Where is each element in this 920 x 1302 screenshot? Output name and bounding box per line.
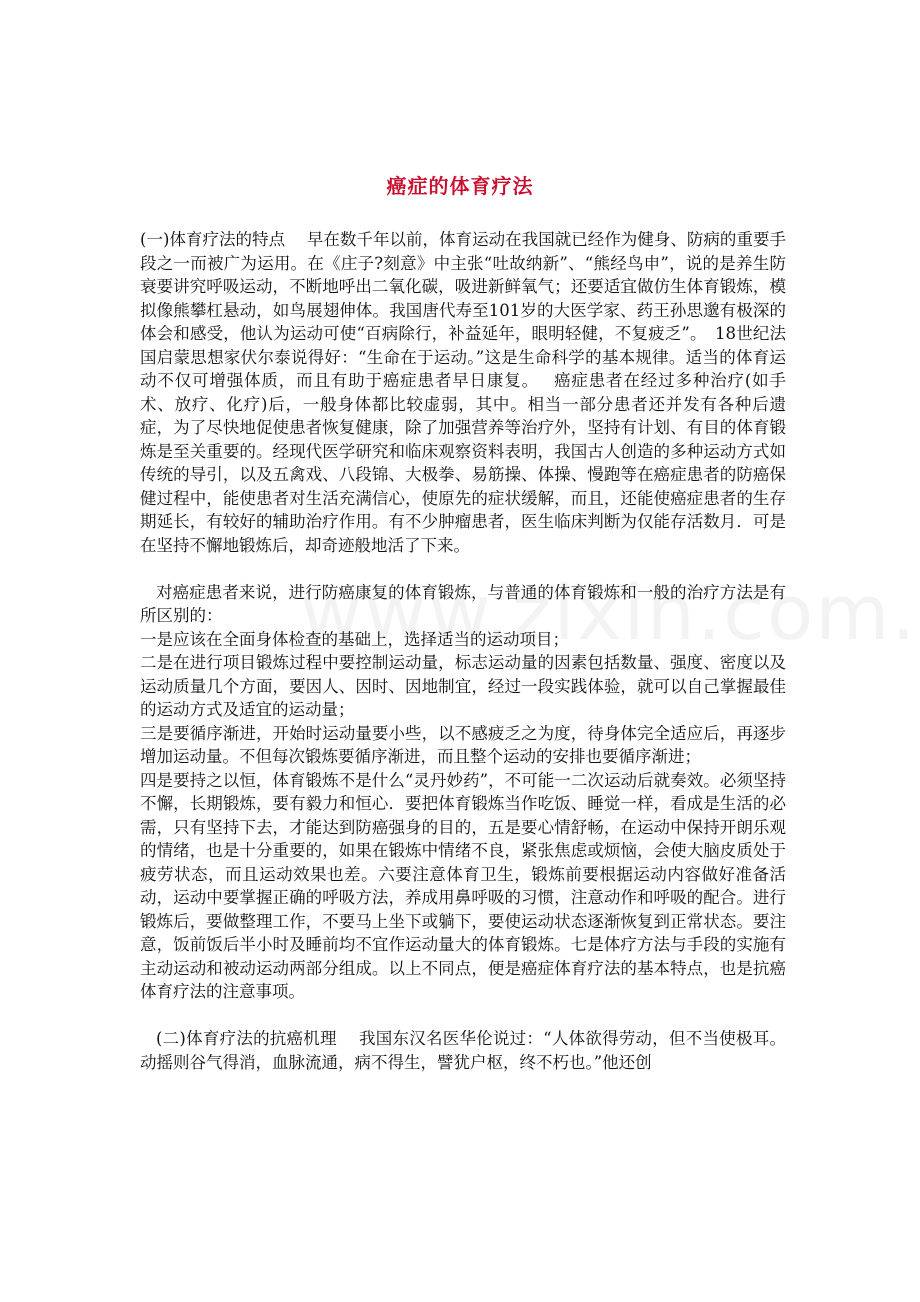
paragraph-features: (一)体育疗法的特点 早在数千年以前，体育运动在我国就已经作为健身、防病的重要手段之一而被广为运用。在《庄子?刻意》中主张“吐故纳新”、“熊经鸟申”，说的是养生防衰要讲究呼吸运动，不断地呼出二氧化碳，吸进新鲜氧气；还要适宜做仿生体育锻炼，模拟像熊攀杠悬动，如鸟展翅伸体。我国唐代寿至101岁的大医学家、药王孙思邈有极深的体会和感受，他认为运动可使“百病除行，补益延年，眼明轻健，不复疲乏”。 18世纪法国启蒙思想家伏尔泰说得好：“生命在于运动。”这是生命科学的基本规律。适当的体育运动不仅可增强体质，而且有助于癌症患者早日康复。 癌症患者在经过多种治疗(如手术、放疗、化疗)后，一般身体都比较虚弱，其中。相当一部分患者还并发有各种后遗症，为了尽快地促使患者恢复健康，除了加强营养等治疗外，坚持有计划、有目的体育锻炼是至关重要的。经现代医学研究和临床观察资料表明，我国古人创造的多种运动方式如传统的导引，以及五禽戏、八段锦、大极拳、易筋操、体操、慢跑等在癌症患者的防癌保健过程中，能使患者对生活充满信心，使原先的症状缓解，而且，还能使癌症患者的生存期延长，有较好的辅助治疗作用。有不少肿瘤患者，医生临床判断为仅能存活数月．可是在坚持不懈地锻炼后，却奇迹般地活了下来。 [140, 230, 786, 555]
paragraph-mechanism: (二)体育疗法的抗癌机理 我国东汉名医华伦说过：“人体欲得劳动，但不当使极耳。动摇则谷气得消，血脉流通，病不得生，譬犹户枢，终不朽也。”他还创 [140, 1029, 786, 1072]
list-item-fourth: 四是要持之以恒，体育锻炼不是什么“灵丹妙药”，不可能一二次运动后就奏效。必须坚持不懈，长期锻炼，要有毅力和恒心．要把体育锻炼当作吃饭、睡觉一样，看成是生活的必需，只有坚持下去，才能达到防癌强身的目的，五是要心情舒畅，在运动中保持开朗乐观的情绪，也是十分重要的，如果在锻炼中情绪不良，紧张焦虑或烦恼，会使大脑皮质处于疲劳状态，而且运动效果也差。六要注意体育卫生，锻炼前要根据运动内容做好准备活动，运动中要掌握正确的呼吸方法，养成用鼻呼吸的习惯，注意动作和呼吸的配合。进行锻炼后，要做整理工作，不要马上坐下或躺下，要使运动状态逐渐恢复到正常状态。要注意，饭前饭后半小时及睡前均不宜作运动量大的体育锻炼。七是体疗方法与手段的实施有主动运动和被动运动两部分组成。以上不同点，便是癌症体育疗法的基本特点，也是抗癌体育疗法的注意事项。 [140, 770, 786, 1001]
document-body [140, 228, 786, 1074]
list-item-third: 三是要循序渐进，开始时运动量要小些，以不感疲乏之为度，待身体完全适应后，再逐步增加运动量。不但每次锻炼要循序渐进，而且整个运动的安排也要循序渐进； [140, 723, 786, 766]
paragraph-gap [140, 1004, 786, 1028]
paragraph-intro-differences: 对癌症患者来说，进行防癌康复的体育锻炼，与普通的体育锻炼和一般的治疗方法是有所区别的： [140, 582, 786, 625]
paragraph-gap [140, 557, 786, 581]
list-item-second: 二是在进行项目锻炼过程中要控制运动量，标志运动量的因素包括数量、强度、密度以及运动质量几个方面，要因人、因时、因地制宜，经过一段实践体验，就可以自己掌握最佳的运动方式及适宜的运动量； [140, 653, 786, 719]
list-item-first: 一是应该在全面身体检查的基础上，选择适当的运动项目； [140, 629, 569, 649]
document-title: 癌症的体育疗法 [386, 174, 534, 198]
